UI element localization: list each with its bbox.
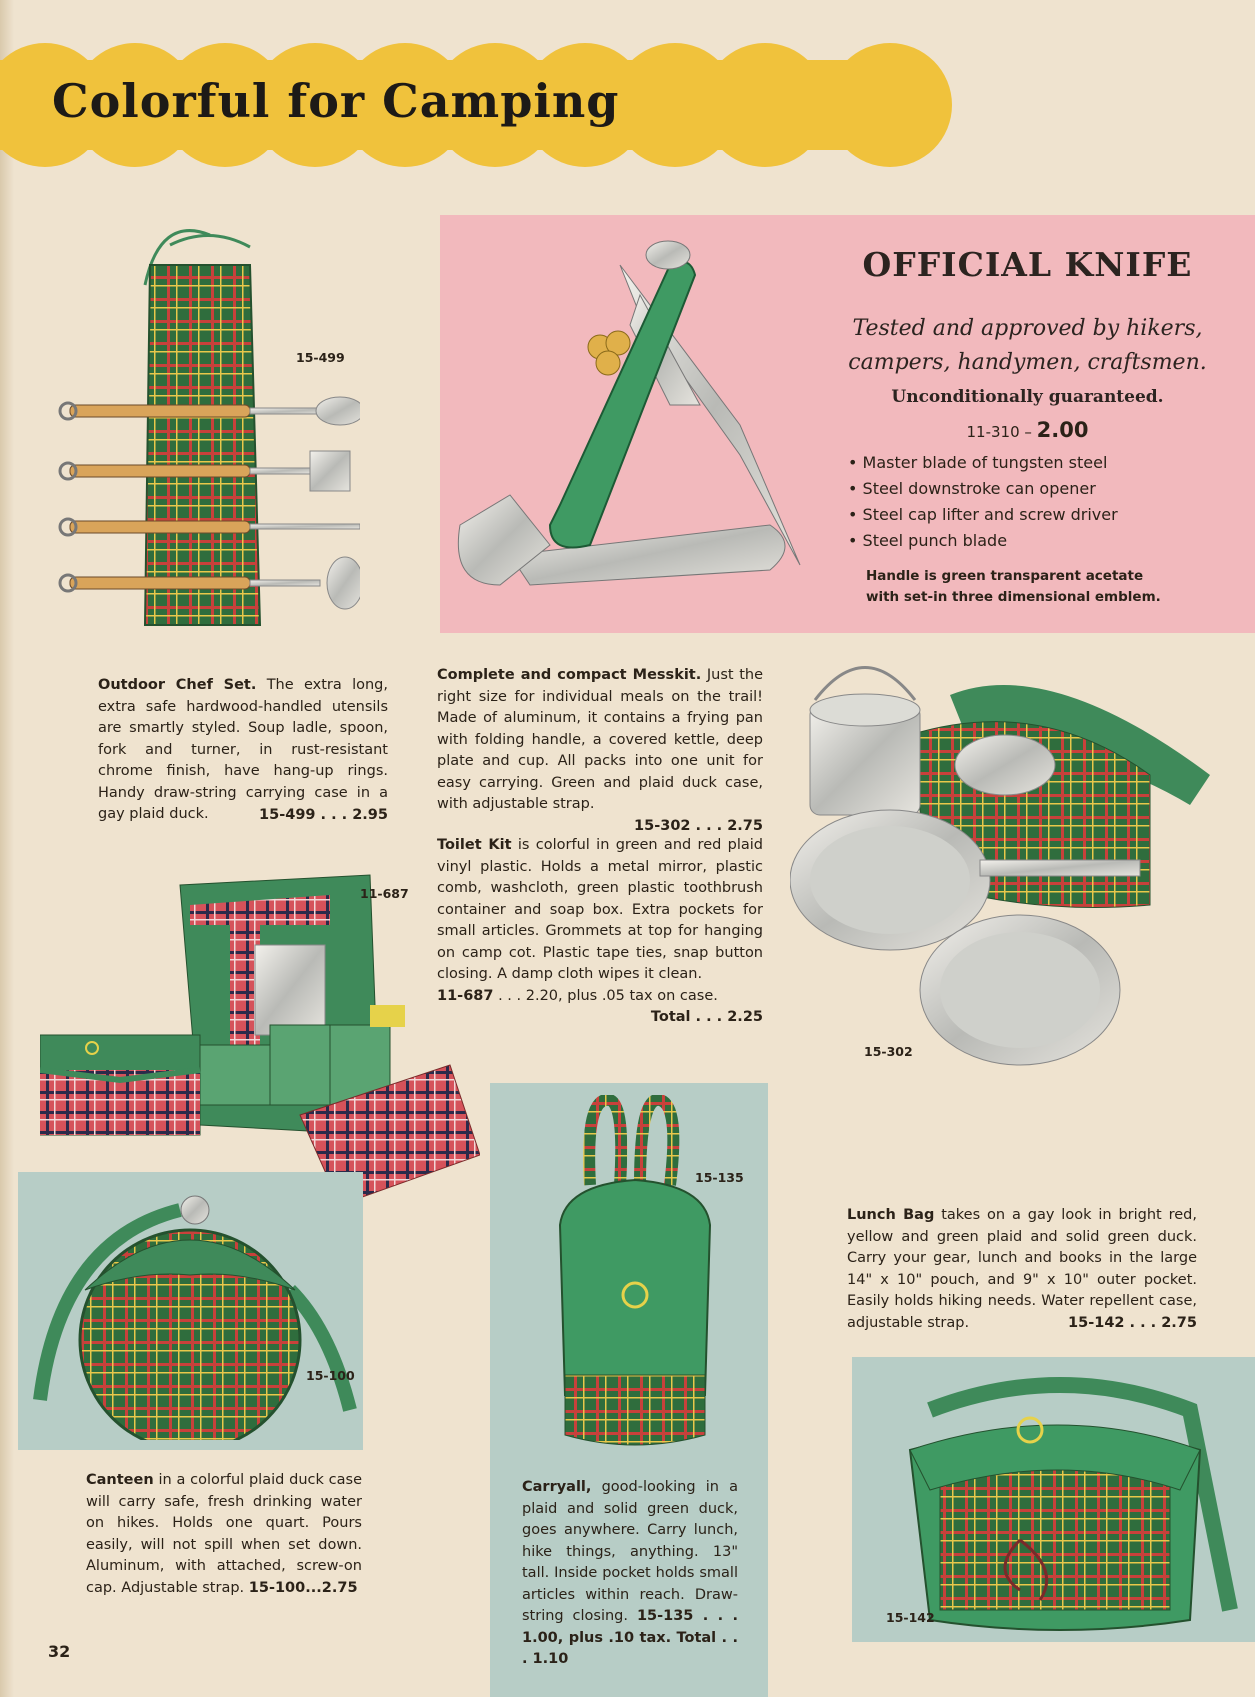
chef-set-order: 15-499 . . . 2.95 <box>259 806 388 823</box>
chef-set-code-label: 15-499 <box>296 350 345 365</box>
messkit-name: Complete and compact Messkit. <box>437 667 702 683</box>
lunch-bag-text: takes on a gay look in bright red, yellow and green plaid and solid green duck. Carry your gear, lunch and books in the large 14" x 10" pouch, and 9" x 10" outer pocket. Easily holds hiking needs. Water repellent case, adjustable strap. <box>847 1207 1197 1331</box>
carryall-name: Carryall, <box>522 1479 592 1495</box>
lunch-bag-name: Lunch Bag <box>847 1207 935 1223</box>
messkit-text: Just the right size for individual meals on the trail! Made of aluminum, it contains a frying pan with folding handle, a covered kettle, deep plate and cup. All packs into one unit for easy carrying. Green and plaid duck case, with adjustable strap. <box>437 667 763 812</box>
chef-set-description <box>98 675 388 826</box>
messkit-code-label: 15-302 <box>864 1044 913 1059</box>
knife-price <box>800 418 1255 442</box>
knife-tagline <box>800 312 1255 380</box>
toilet-kit-text: is colorful in green and red plaid vinyl plastic. Holds a metal mirror, plastic comb, washcloth, green plastic toothbrush container and soap box. Extra pockets for small articles. Grommets at top for hanging on camp cot. Plastic tape ties, snap button closing. A damp cloth wipes it clean. <box>437 837 763 982</box>
knife-features-list <box>848 450 1118 554</box>
toilet-kit-code-label: 11-687 <box>360 886 409 901</box>
knife-tagline-line-1: Tested and approved by hikers, <box>852 316 1203 341</box>
carryall-order: 15-135 . . . 1.00, plus .10 tax. Total . . . 1.10 <box>522 1608 738 1667</box>
knife-feature: • Steel cap lifter and screw driver <box>848 502 1118 528</box>
knife-title: OFFICIAL KNIFE <box>862 245 1193 284</box>
messkit-description <box>437 665 763 837</box>
knife-code: 11-310 – <box>966 423 1032 441</box>
carryall-code-label: 15-135 <box>695 1170 744 1185</box>
canteen-illustration <box>30 1180 360 1440</box>
page-spine-shadow <box>0 0 14 1697</box>
toilet-kit-description <box>437 835 763 1029</box>
lunch-bag-order: 15-142 . . . 2.75 <box>1068 1315 1197 1331</box>
lunch-bag-illustration <box>870 1370 1250 1640</box>
knife-handle-line-1: Handle is green transparent acetate <box>866 568 1144 584</box>
knife-price-value: 2.00 <box>1036 418 1089 442</box>
chef-set-illustration <box>50 225 360 645</box>
toilet-kit-order-rest: . . . 2.20, plus .05 tax on case. <box>498 987 718 1004</box>
knife-feature: • Steel downstroke can opener <box>848 476 1118 502</box>
carryall-text: good-looking in a plaid and solid green duck, goes anywhere. Carry lunch, hike things, anything. 13" tall. Inside pocket holds small articles within reach. Draw-string closing. <box>522 1479 739 1624</box>
carryall-description <box>522 1477 738 1671</box>
messkit-order: 15-302 . . . 2.75 <box>634 817 763 834</box>
lunch-bag-description <box>847 1205 1197 1335</box>
carryall-illustration <box>545 1095 725 1455</box>
messkit-illustration <box>790 655 1250 1115</box>
chef-set-name: Outdoor Chef Set. <box>98 677 257 693</box>
lunch-bag-code-label: 15-142 <box>886 1610 935 1625</box>
knife-handle-note <box>866 566 1246 608</box>
knife-tagline-line-2: campers, handymen, craftsmen. <box>848 350 1207 375</box>
toilet-kit-total: Total . . . 2.25 <box>650 1009 763 1025</box>
canteen-description <box>86 1470 362 1599</box>
knife-handle-line-2: with set-in three dimensional emblem. <box>866 589 1161 605</box>
knife-illustration <box>440 225 830 625</box>
canteen-code-label: 15-100 <box>306 1368 355 1383</box>
canteen-name: Canteen <box>86 1472 154 1488</box>
knife-guarantee: Unconditionally guaranteed. <box>891 387 1164 407</box>
chef-set-text: The extra long, extra safe hardwood-handled utensils are smartly styled. Soup ladle, spoon, fork and turner, in rust-resistant chrome finish, have hang-up rings. Handy draw-string carrying case in a gay plaid duck. <box>98 677 388 822</box>
toilet-kit-name: Toilet Kit <box>437 837 512 853</box>
toilet-kit-order-code: 11-687 <box>437 987 494 1004</box>
canteen-text: in a colorful plaid duck case will carry safe, fresh drinking water on hikes. Holds one quart. Pours easily, will not spill when set down. Aluminum, with attached, screw-on cap. Adjustable strap. <box>86 1472 363 1596</box>
page-number: 32 <box>48 1642 71 1661</box>
knife-feature: • Steel punch blade <box>848 528 1118 554</box>
page-title: Colorful for Camping <box>52 74 620 128</box>
canteen-order: 15-100...2.75 <box>248 1579 358 1596</box>
knife-feature: • Master blade of tungsten steel <box>848 450 1118 476</box>
toilet-kit-illustration <box>40 865 480 1205</box>
